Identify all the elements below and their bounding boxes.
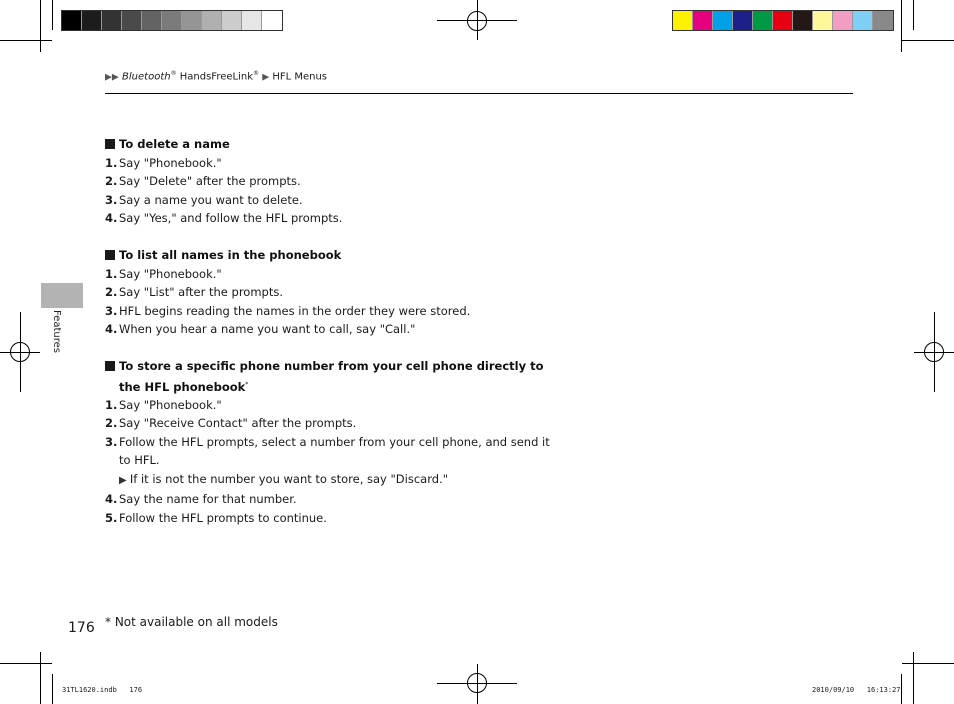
crop-mark xyxy=(52,674,53,704)
color-swatch xyxy=(793,11,813,30)
page-number: 176 xyxy=(68,620,95,636)
crop-mark xyxy=(0,40,52,41)
crop-mark xyxy=(913,0,914,30)
section-delete-name xyxy=(105,135,555,228)
color-swatch xyxy=(102,11,122,30)
header-rule xyxy=(105,93,853,94)
color-swatch xyxy=(162,11,182,30)
crop-mark xyxy=(901,0,902,52)
list-item: 3. Say a name you want to delete. xyxy=(105,192,303,207)
heading-square-icon xyxy=(105,361,115,371)
print-slug-file: 31TL1620.indb 176 xyxy=(62,686,143,694)
section-heading: To store a specific phone number from your cell phone directly to the HFL phonebook* xyxy=(105,357,555,396)
crop-mark xyxy=(902,663,954,664)
color-swatch xyxy=(833,11,853,30)
list-item: 2. Say "List" after the prompts. xyxy=(105,285,284,299)
color-swatch xyxy=(673,11,693,30)
note: ▶ If it is not the number you want to store, say "Discard." xyxy=(119,471,448,486)
list-item: 3. HFL begins reading the names in the order they were stored. xyxy=(105,303,471,318)
breadcrumb xyxy=(105,70,327,82)
registration-mark xyxy=(934,312,935,392)
color-swatch xyxy=(853,11,873,30)
heading-square-icon xyxy=(105,250,115,260)
registered-mark: ® xyxy=(253,70,260,77)
breadcrumb-handsfreelink[interactable]: HandsFreeLink xyxy=(179,71,254,83)
color-swatch xyxy=(142,11,162,30)
note-arrow-icon: ▶ xyxy=(119,474,130,486)
breadcrumb-arrow-icon: ▶▶ xyxy=(105,72,119,83)
footnote-mark: * xyxy=(245,380,249,388)
list-item: 3. Follow the HFL prompts, select a number from your cell phone, and send it to HFL. xyxy=(105,434,550,468)
color-swatch xyxy=(813,11,833,30)
color-swatch xyxy=(262,11,282,30)
color-swatch xyxy=(713,11,733,30)
list-item: 4. Say the name for that number. xyxy=(105,492,297,507)
side-tab-label: Features xyxy=(51,310,62,353)
crop-mark xyxy=(52,0,53,30)
list-item: 4. When you hear a name you want to call, say "Call." xyxy=(105,322,416,336)
process-color-bar xyxy=(672,10,894,31)
print-slug-date: 2010/09/10 16:13:27 xyxy=(812,686,901,694)
color-swatch xyxy=(753,11,773,30)
color-swatch xyxy=(202,11,222,30)
list-item: 1. Say "Phonebook." xyxy=(105,266,222,281)
section-store-number xyxy=(105,357,555,527)
color-swatch xyxy=(773,11,793,30)
main-content xyxy=(105,135,555,546)
list-item: 1. Say "Phonebook." xyxy=(105,397,222,412)
registration-mark xyxy=(477,664,478,704)
list-item: 2. Say "Receive Contact" after the prompts. xyxy=(105,416,357,431)
color-swatch xyxy=(182,11,202,30)
color-swatch xyxy=(242,11,262,30)
color-swatch xyxy=(873,11,893,30)
section-heading: To list all names in the phonebook xyxy=(105,246,555,265)
grayscale-color-bar xyxy=(61,10,283,31)
list-item: 1. Say "Phonebook." xyxy=(105,155,222,170)
footnote: * Not available on all models xyxy=(105,615,278,629)
color-swatch xyxy=(82,11,102,30)
crop-mark xyxy=(901,674,902,704)
breadcrumb-arrow-icon: ▶ xyxy=(262,72,270,83)
color-swatch xyxy=(122,11,142,30)
heading-square-icon xyxy=(105,139,115,149)
crop-mark xyxy=(913,652,914,704)
color-swatch xyxy=(222,11,242,30)
crop-mark xyxy=(40,652,41,704)
crop-mark xyxy=(0,663,52,664)
section-list-names xyxy=(105,246,555,339)
breadcrumb-bluetooth[interactable]: Bluetooth xyxy=(122,71,171,83)
registered-mark: ® xyxy=(170,70,177,77)
side-tab xyxy=(41,283,83,308)
registration-mark xyxy=(477,0,478,40)
breadcrumb-hfl-menus[interactable]: HFL Menus xyxy=(272,71,327,83)
list-item: 2. Say "Delete" after the prompts. xyxy=(105,174,301,188)
color-swatch xyxy=(693,11,713,30)
crop-mark xyxy=(40,0,41,52)
color-swatch xyxy=(62,11,82,30)
color-swatch xyxy=(733,11,753,30)
registration-mark xyxy=(20,312,21,392)
section-heading: To delete a name xyxy=(105,135,555,154)
list-item: 4. Say "Yes," and follow the HFL prompts. xyxy=(105,211,343,225)
list-item: 5. Follow the HFL prompts to continue. xyxy=(105,510,327,525)
crop-mark xyxy=(902,40,954,41)
